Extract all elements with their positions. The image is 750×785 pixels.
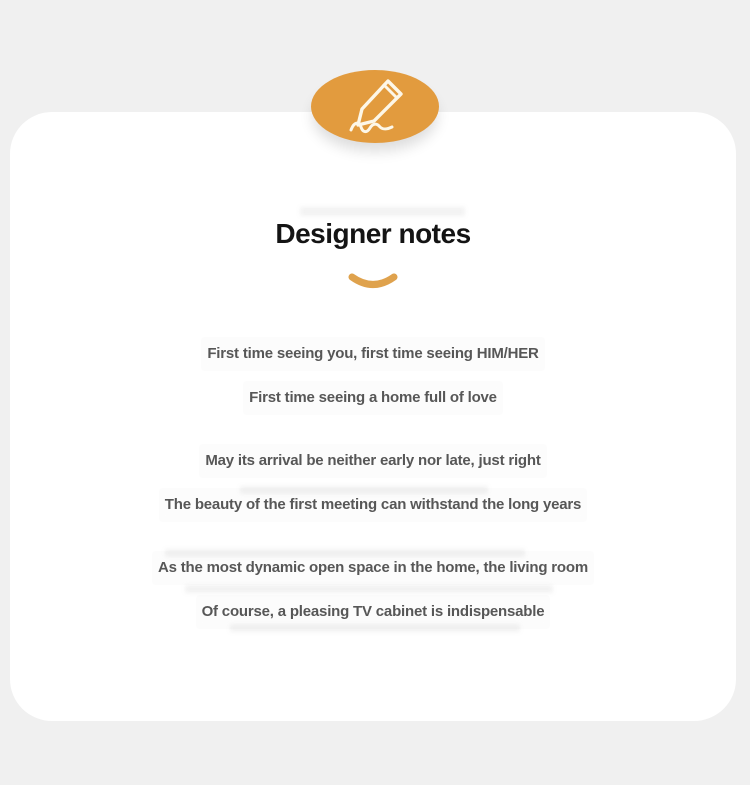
designer-notes-badge bbox=[311, 70, 439, 143]
designer-notes-text bbox=[10, 343, 736, 623]
note-line: First time seeing you, first time seeing HIM/HER bbox=[207, 343, 538, 365]
note-line: As the most dynamic open space in the home, the living room bbox=[158, 557, 588, 579]
note-group bbox=[207, 343, 538, 409]
note-line: The beauty of the first meeting can withstand the long years bbox=[165, 494, 581, 516]
designer-notes-card bbox=[10, 112, 736, 721]
note-group bbox=[158, 557, 588, 623]
smile-underline-icon bbox=[346, 273, 400, 291]
page-title: Designer notes bbox=[275, 218, 471, 249]
note-line: May its arrival be neither early nor late, just right bbox=[205, 450, 540, 472]
note-line: Of course, a pleasing TV cabinet is indispensable bbox=[202, 601, 545, 623]
note-line: First time seeing a home full of love bbox=[249, 387, 497, 409]
pencil-signature-icon bbox=[343, 76, 407, 138]
note-group bbox=[165, 450, 581, 516]
